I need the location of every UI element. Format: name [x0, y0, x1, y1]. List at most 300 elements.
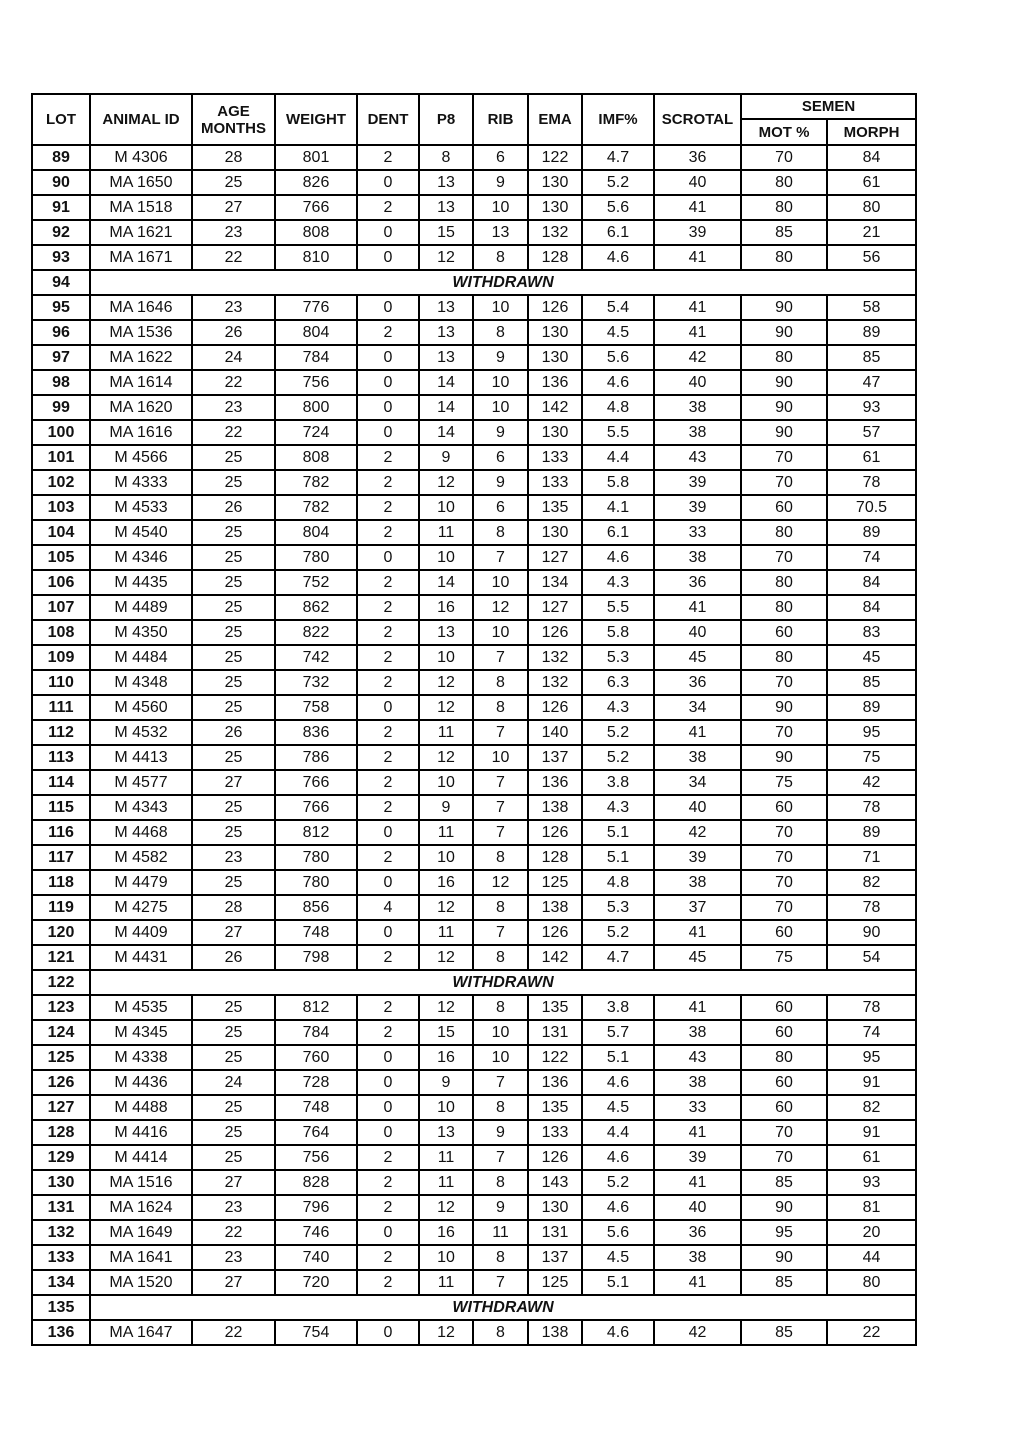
cell-ema: 136 — [528, 1070, 582, 1095]
cell-ema: 126 — [528, 920, 582, 945]
cell-p8: 16 — [419, 1045, 473, 1070]
table-row — [32, 995, 916, 1020]
cell-imf: 4.6 — [582, 545, 654, 570]
cell-dent: 2 — [357, 995, 419, 1020]
cell-imf: 5.2 — [582, 170, 654, 195]
cell-dent: 0 — [357, 545, 419, 570]
cell-mot: 80 — [741, 645, 827, 670]
cell-imf: 5.3 — [582, 645, 654, 670]
cell-dent: 2 — [357, 670, 419, 695]
table-row — [32, 945, 916, 970]
lot-number: 97 — [32, 345, 90, 370]
cell-p8: 10 — [419, 770, 473, 795]
cell-scrotal: 41 — [654, 1120, 741, 1145]
header-animal-id: ANIMAL ID — [90, 94, 192, 145]
cell-weight: 756 — [275, 370, 357, 395]
cell-ema: 122 — [528, 1045, 582, 1070]
cell-rib: 8 — [473, 1320, 528, 1345]
header-weight: WEIGHT — [275, 94, 357, 145]
table-row — [32, 145, 916, 170]
lot-number: 117 — [32, 845, 90, 870]
cell-rib: 8 — [473, 245, 528, 270]
cell-dent: 2 — [357, 1195, 419, 1220]
cell-morph: 42 — [827, 770, 916, 795]
cell-animal-id: M 4350 — [90, 620, 192, 645]
cell-weight: 724 — [275, 420, 357, 445]
cell-animal-id: M 4343 — [90, 795, 192, 820]
table-row — [32, 1195, 916, 1220]
cell-age: 26 — [192, 320, 275, 345]
cell-animal-id: M 4436 — [90, 1070, 192, 1095]
cell-rib: 10 — [473, 570, 528, 595]
table-row — [32, 820, 916, 845]
cell-imf: 5.7 — [582, 1020, 654, 1045]
cell-p8: 13 — [419, 170, 473, 195]
cell-morph: 56 — [827, 245, 916, 270]
lot-number: 113 — [32, 745, 90, 770]
lot-number: 126 — [32, 1070, 90, 1095]
cell-p8: 12 — [419, 1195, 473, 1220]
cell-mot: 85 — [741, 1270, 827, 1295]
cell-weight: 758 — [275, 695, 357, 720]
cell-weight: 808 — [275, 445, 357, 470]
table-row — [32, 1270, 916, 1295]
cell-ema: 135 — [528, 1095, 582, 1120]
table-row — [32, 1245, 916, 1270]
cell-dent: 0 — [357, 220, 419, 245]
cell-age: 27 — [192, 770, 275, 795]
cell-mot: 90 — [741, 1195, 827, 1220]
cell-dent: 0 — [357, 395, 419, 420]
cell-p8: 12 — [419, 470, 473, 495]
cell-scrotal: 36 — [654, 670, 741, 695]
cell-morph: 78 — [827, 470, 916, 495]
cell-ema: 138 — [528, 1320, 582, 1345]
cell-rib: 8 — [473, 320, 528, 345]
cell-mot: 90 — [741, 370, 827, 395]
cell-p8: 12 — [419, 745, 473, 770]
cell-rib: 11 — [473, 1220, 528, 1245]
cell-ema: 130 — [528, 1195, 582, 1220]
cell-weight: 748 — [275, 920, 357, 945]
cell-ema: 133 — [528, 445, 582, 470]
cell-ema: 132 — [528, 220, 582, 245]
cell-age: 22 — [192, 1220, 275, 1245]
cell-p8: 12 — [419, 895, 473, 920]
cell-age: 25 — [192, 670, 275, 695]
cell-weight: 756 — [275, 1145, 357, 1170]
cell-ema: 133 — [528, 1120, 582, 1145]
cell-scrotal: 42 — [654, 1320, 741, 1345]
cell-ema: 138 — [528, 795, 582, 820]
cell-morph: 47 — [827, 370, 916, 395]
table-row — [32, 920, 916, 945]
cell-ema: 127 — [528, 595, 582, 620]
lot-number: 95 — [32, 295, 90, 320]
cell-ema: 142 — [528, 945, 582, 970]
cell-ema: 130 — [528, 195, 582, 220]
cell-dent: 2 — [357, 770, 419, 795]
cell-animal-id: M 4577 — [90, 770, 192, 795]
cell-weight: 800 — [275, 395, 357, 420]
cell-age: 25 — [192, 820, 275, 845]
cell-weight: 796 — [275, 1195, 357, 1220]
cell-animal-id: M 4348 — [90, 670, 192, 695]
cell-morph: 61 — [827, 1145, 916, 1170]
cell-scrotal: 33 — [654, 520, 741, 545]
cell-mot: 80 — [741, 345, 827, 370]
cell-weight: 782 — [275, 470, 357, 495]
table-row — [32, 1220, 916, 1245]
cell-animal-id: MA 1671 — [90, 245, 192, 270]
table-row — [32, 1145, 916, 1170]
cell-age: 25 — [192, 870, 275, 895]
header-semen: SEMEN — [741, 94, 916, 119]
cell-morph: 91 — [827, 1070, 916, 1095]
cell-imf: 4.3 — [582, 795, 654, 820]
cell-mot: 80 — [741, 595, 827, 620]
cell-dent: 2 — [357, 645, 419, 670]
cell-morph: 95 — [827, 1045, 916, 1070]
cell-animal-id: M 4431 — [90, 945, 192, 970]
cell-p8: 12 — [419, 670, 473, 695]
cell-weight: 742 — [275, 645, 357, 670]
cell-rib: 8 — [473, 845, 528, 870]
cell-rib: 10 — [473, 620, 528, 645]
table-body — [32, 145, 916, 1345]
lot-number: 93 — [32, 245, 90, 270]
cell-ema: 130 — [528, 520, 582, 545]
cell-imf: 4.7 — [582, 945, 654, 970]
cell-morph: 74 — [827, 1020, 916, 1045]
cell-mot: 70 — [741, 670, 827, 695]
header-rib: RIB — [473, 94, 528, 145]
cell-scrotal: 40 — [654, 620, 741, 645]
cell-dent: 0 — [357, 1070, 419, 1095]
cell-rib: 9 — [473, 470, 528, 495]
cell-p8: 8 — [419, 145, 473, 170]
cell-age: 25 — [192, 1095, 275, 1120]
cell-rib: 12 — [473, 870, 528, 895]
cell-imf: 4.3 — [582, 695, 654, 720]
cell-mot: 70 — [741, 545, 827, 570]
cell-ema: 127 — [528, 545, 582, 570]
cell-p8: 13 — [419, 345, 473, 370]
withdrawn-label: WITHDRAWN — [90, 270, 916, 295]
cell-rib: 6 — [473, 495, 528, 520]
table-row — [32, 195, 916, 220]
cell-weight: 784 — [275, 345, 357, 370]
cell-scrotal: 41 — [654, 1270, 741, 1295]
cell-imf: 5.5 — [582, 595, 654, 620]
table-row — [32, 170, 916, 195]
cell-weight: 766 — [275, 195, 357, 220]
cell-p8: 10 — [419, 1245, 473, 1270]
cell-age: 25 — [192, 570, 275, 595]
cell-mot: 70 — [741, 1145, 827, 1170]
table-row — [32, 345, 916, 370]
cell-morph: 89 — [827, 820, 916, 845]
cell-weight: 812 — [275, 820, 357, 845]
cell-scrotal: 38 — [654, 545, 741, 570]
cell-morph: 80 — [827, 1270, 916, 1295]
header-morph: MORPH — [827, 119, 916, 145]
cell-imf: 4.6 — [582, 370, 654, 395]
table-row — [32, 1070, 916, 1095]
cell-morph: 57 — [827, 420, 916, 445]
lot-number: 112 — [32, 720, 90, 745]
cell-scrotal: 38 — [654, 1070, 741, 1095]
cell-age: 23 — [192, 845, 275, 870]
header-p8: P8 — [419, 94, 473, 145]
cell-imf: 5.3 — [582, 895, 654, 920]
cell-animal-id: M 4489 — [90, 595, 192, 620]
cell-scrotal: 38 — [654, 745, 741, 770]
cell-age: 23 — [192, 1195, 275, 1220]
lot-number: 99 — [32, 395, 90, 420]
cell-animal-id: M 4540 — [90, 520, 192, 545]
cell-p8: 13 — [419, 320, 473, 345]
cell-morph: 78 — [827, 795, 916, 820]
cell-rib: 8 — [473, 695, 528, 720]
cell-imf: 4.6 — [582, 1195, 654, 1220]
cell-rib: 8 — [473, 1245, 528, 1270]
cell-rib: 7 — [473, 545, 528, 570]
header-age-line2: MONTHS — [201, 119, 266, 137]
cell-dent: 2 — [357, 1170, 419, 1195]
cell-imf: 4.8 — [582, 870, 654, 895]
cell-rib: 7 — [473, 820, 528, 845]
cell-ema: 125 — [528, 1270, 582, 1295]
cell-weight: 754 — [275, 1320, 357, 1345]
cell-morph: 70.5 — [827, 495, 916, 520]
cell-mot: 70 — [741, 145, 827, 170]
table-row — [32, 895, 916, 920]
lot-number: 106 — [32, 570, 90, 595]
lot-number: 136 — [32, 1320, 90, 1345]
cell-scrotal: 41 — [654, 295, 741, 320]
cell-weight: 786 — [275, 745, 357, 770]
cell-scrotal: 41 — [654, 720, 741, 745]
lot-number: 96 — [32, 320, 90, 345]
cell-mot: 90 — [741, 745, 827, 770]
cell-scrotal: 36 — [654, 1220, 741, 1245]
table-row — [32, 795, 916, 820]
cell-imf: 5.6 — [582, 345, 654, 370]
cell-rib: 10 — [473, 295, 528, 320]
cell-imf: 5.2 — [582, 745, 654, 770]
cell-ema: 125 — [528, 870, 582, 895]
cell-age: 26 — [192, 495, 275, 520]
cell-p8: 9 — [419, 445, 473, 470]
cell-imf: 4.1 — [582, 495, 654, 520]
cell-imf: 5.6 — [582, 195, 654, 220]
cell-age: 23 — [192, 1245, 275, 1270]
cell-scrotal: 39 — [654, 845, 741, 870]
cell-morph: 95 — [827, 720, 916, 745]
cell-dent: 0 — [357, 870, 419, 895]
table-row — [32, 845, 916, 870]
cell-dent: 0 — [357, 1320, 419, 1345]
cell-dent: 0 — [357, 370, 419, 395]
lot-number: 101 — [32, 445, 90, 470]
cell-scrotal: 39 — [654, 1145, 741, 1170]
cell-weight: 804 — [275, 320, 357, 345]
cell-imf: 4.5 — [582, 320, 654, 345]
cell-p8: 9 — [419, 795, 473, 820]
lot-number: 115 — [32, 795, 90, 820]
cell-ema: 134 — [528, 570, 582, 595]
cell-dent: 0 — [357, 695, 419, 720]
cell-rib: 10 — [473, 1045, 528, 1070]
cell-weight: 782 — [275, 495, 357, 520]
cell-dent: 2 — [357, 795, 419, 820]
cell-age: 25 — [192, 170, 275, 195]
cell-dent: 0 — [357, 820, 419, 845]
cell-weight: 801 — [275, 145, 357, 170]
cell-imf: 5.8 — [582, 470, 654, 495]
lot-number: 111 — [32, 695, 90, 720]
cell-p8: 13 — [419, 295, 473, 320]
cell-age: 26 — [192, 720, 275, 745]
lot-number: 94 — [32, 270, 90, 295]
cell-p8: 14 — [419, 395, 473, 420]
cell-p8: 10 — [419, 1095, 473, 1120]
cell-age: 23 — [192, 395, 275, 420]
cell-age: 26 — [192, 945, 275, 970]
cell-age: 22 — [192, 370, 275, 395]
table-row — [32, 770, 916, 795]
cell-ema: 128 — [528, 245, 582, 270]
lot-number: 135 — [32, 1295, 90, 1320]
cell-ema: 126 — [528, 695, 582, 720]
cell-weight: 740 — [275, 1245, 357, 1270]
cell-dent: 2 — [357, 745, 419, 770]
cell-rib: 9 — [473, 1120, 528, 1145]
cell-morph: 93 — [827, 395, 916, 420]
lot-number: 92 — [32, 220, 90, 245]
cell-mot: 90 — [741, 295, 827, 320]
cell-age: 22 — [192, 1320, 275, 1345]
cell-rib: 10 — [473, 1020, 528, 1045]
cell-animal-id: M 4582 — [90, 845, 192, 870]
cell-imf: 5.1 — [582, 845, 654, 870]
cell-ema: 132 — [528, 670, 582, 695]
lot-number: 128 — [32, 1120, 90, 1145]
lot-number: 108 — [32, 620, 90, 645]
header-age-months — [192, 94, 275, 145]
cell-animal-id: MA 1622 — [90, 345, 192, 370]
cell-imf: 4.4 — [582, 445, 654, 470]
cell-morph: 82 — [827, 870, 916, 895]
cell-imf: 5.4 — [582, 295, 654, 320]
cell-imf: 5.1 — [582, 1270, 654, 1295]
table-row — [32, 295, 916, 320]
cell-scrotal: 38 — [654, 395, 741, 420]
cell-animal-id: M 4338 — [90, 1045, 192, 1070]
cell-mot: 60 — [741, 920, 827, 945]
cell-ema: 133 — [528, 470, 582, 495]
lot-number: 121 — [32, 945, 90, 970]
cell-dent: 2 — [357, 470, 419, 495]
cell-scrotal: 42 — [654, 345, 741, 370]
cell-imf: 5.1 — [582, 1045, 654, 1070]
cell-p8: 14 — [419, 420, 473, 445]
cell-animal-id: M 4479 — [90, 870, 192, 895]
cell-animal-id: MA 1621 — [90, 220, 192, 245]
cell-weight: 856 — [275, 895, 357, 920]
cell-rib: 10 — [473, 370, 528, 395]
cell-p8: 14 — [419, 370, 473, 395]
cell-p8: 13 — [419, 1120, 473, 1145]
cell-morph: 80 — [827, 195, 916, 220]
lot-number: 91 — [32, 195, 90, 220]
cell-animal-id: MA 1620 — [90, 395, 192, 420]
cell-age: 28 — [192, 145, 275, 170]
cell-p8: 11 — [419, 520, 473, 545]
cell-weight: 810 — [275, 245, 357, 270]
cell-rib: 9 — [473, 420, 528, 445]
cell-imf: 4.6 — [582, 1320, 654, 1345]
cell-rib: 8 — [473, 520, 528, 545]
cell-dent: 0 — [357, 245, 419, 270]
cell-age: 24 — [192, 1070, 275, 1095]
cell-rib: 7 — [473, 1145, 528, 1170]
cell-morph: 85 — [827, 670, 916, 695]
cell-imf: 5.1 — [582, 820, 654, 845]
cell-dent: 2 — [357, 495, 419, 520]
cell-dent: 2 — [357, 1245, 419, 1270]
cell-p8: 10 — [419, 645, 473, 670]
cell-dent: 0 — [357, 1045, 419, 1070]
cell-mot: 60 — [741, 995, 827, 1020]
cell-morph: 71 — [827, 845, 916, 870]
cell-weight: 862 — [275, 595, 357, 620]
table-row — [32, 595, 916, 620]
cell-dent: 2 — [357, 1145, 419, 1170]
lot-number: 122 — [32, 970, 90, 995]
cell-dent: 2 — [357, 595, 419, 620]
sale-lot-table — [31, 93, 917, 1346]
cell-scrotal: 40 — [654, 1195, 741, 1220]
cell-p8: 15 — [419, 1020, 473, 1045]
cell-age: 25 — [192, 595, 275, 620]
cell-ema: 126 — [528, 1145, 582, 1170]
cell-p8: 14 — [419, 570, 473, 595]
cell-mot: 85 — [741, 1320, 827, 1345]
cell-rib: 8 — [473, 945, 528, 970]
cell-mot: 80 — [741, 520, 827, 545]
table-row — [32, 645, 916, 670]
cell-morph: 91 — [827, 1120, 916, 1145]
cell-animal-id: M 4275 — [90, 895, 192, 920]
cell-imf: 6.1 — [582, 520, 654, 545]
cell-ema: 142 — [528, 395, 582, 420]
table-row — [32, 395, 916, 420]
cell-animal-id: M 4484 — [90, 645, 192, 670]
cell-scrotal: 40 — [654, 370, 741, 395]
cell-p8: 16 — [419, 1220, 473, 1245]
cell-animal-id: M 4333 — [90, 470, 192, 495]
cell-weight: 760 — [275, 1045, 357, 1070]
cell-morph: 22 — [827, 1320, 916, 1345]
lot-number: 90 — [32, 170, 90, 195]
table-row — [32, 495, 916, 520]
cell-weight: 812 — [275, 995, 357, 1020]
cell-animal-id: M 4533 — [90, 495, 192, 520]
cell-imf: 4.6 — [582, 1070, 654, 1095]
cell-weight: 826 — [275, 170, 357, 195]
